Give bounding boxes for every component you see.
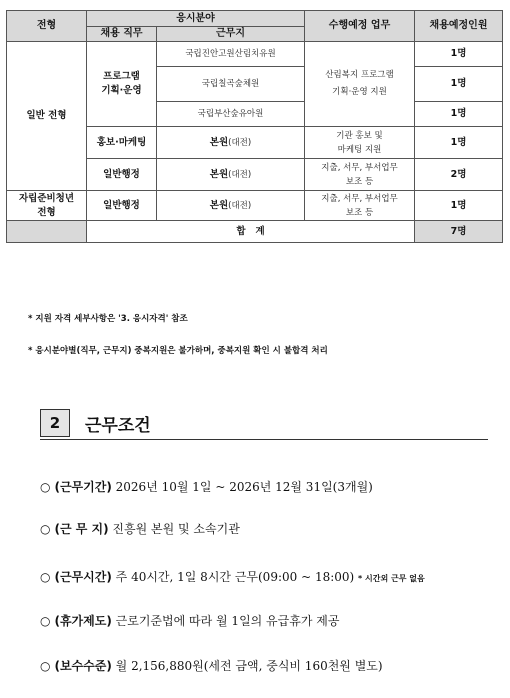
table-row bbox=[7, 191, 503, 221]
location-cell: 국립칠곡숲체원 bbox=[157, 67, 305, 102]
recruitment-table bbox=[6, 10, 503, 243]
condition-text: 주 40시간, 1일 8시간 근무(09:00 ~ 18:00) bbox=[115, 570, 355, 584]
location-cell: 국립부산숲유아원 bbox=[157, 102, 305, 127]
condition-text: 진흥원 본원 및 소속기관 bbox=[112, 522, 240, 536]
section-number: 2 bbox=[40, 409, 70, 437]
condition-leave bbox=[40, 612, 339, 629]
duties-cell: 지출, 서무, 부서업무 보조 등 bbox=[305, 159, 415, 191]
condition-extra: * 시간외 근무 없음 bbox=[358, 574, 425, 583]
note-qualification: * 지원 자격 세부사항은 '3. 응시자격' 참조 bbox=[28, 314, 188, 324]
circle-bullet-icon: ○ bbox=[40, 522, 51, 536]
job-cell: 일반행정 bbox=[87, 191, 157, 221]
location-cell: 국립진안고원산림치유원 bbox=[157, 42, 305, 67]
section-title: 근무조건 bbox=[85, 416, 151, 436]
header-field: 응시분야 bbox=[87, 11, 305, 27]
header-location: 근무지 bbox=[157, 27, 305, 42]
count-cell: 1명 bbox=[415, 102, 503, 127]
condition-text: 2026년 10월 1일 ~ 2026년 12월 31일(3개월) bbox=[115, 480, 373, 494]
location-cell: 본원(대전) bbox=[157, 191, 305, 221]
job-cell: 홍보·마케팅 bbox=[87, 127, 157, 159]
note-duplicate: * 응시분야별(직무, 근무지) 중복지원은 불가하며, 중복지원 확인 시 불합격 처리 bbox=[28, 346, 328, 356]
total-row bbox=[7, 221, 503, 243]
table-row bbox=[7, 42, 503, 67]
total-label: 합 계 bbox=[87, 221, 415, 243]
condition-pay bbox=[40, 657, 383, 674]
duties-cell: 지출, 서무, 부서업무 보조 등 bbox=[305, 191, 415, 221]
count-cell: 1명 bbox=[415, 67, 503, 102]
condition-period bbox=[40, 478, 373, 495]
circle-bullet-icon: ○ bbox=[40, 614, 51, 628]
condition-text: 월 2,156,880원(세전 금액, 중식비 160천원 별도) bbox=[115, 659, 383, 673]
condition-label: (근무기간) bbox=[54, 480, 112, 494]
duties-cell: 기관 홍보 및 마케팅 지원 bbox=[305, 127, 415, 159]
job-cell: 프로그램 기획·운영 bbox=[87, 42, 157, 127]
condition-label: (근무시간) bbox=[54, 570, 112, 584]
duties-cell: 산림복지 프로그램 기획·운영 지원 bbox=[305, 42, 415, 127]
header-job: 채용 직무 bbox=[87, 27, 157, 42]
condition-label: (근 무 지) bbox=[54, 522, 109, 536]
job-cell: 일반행정 bbox=[87, 159, 157, 191]
condition-text: 근로기준법에 따라 월 1일의 유급휴가 제공 bbox=[115, 614, 340, 628]
total-blank bbox=[7, 221, 87, 243]
count-cell: 1명 bbox=[415, 191, 503, 221]
location-cell: 본원(대전) bbox=[157, 159, 305, 191]
count-cell: 1명 bbox=[415, 42, 503, 67]
condition-hours bbox=[40, 568, 425, 585]
location-cell: 본원(대전) bbox=[157, 127, 305, 159]
circle-bullet-icon: ○ bbox=[40, 570, 51, 584]
count-cell: 2명 bbox=[415, 159, 503, 191]
circle-bullet-icon: ○ bbox=[40, 480, 51, 494]
header-type: 전형 bbox=[7, 11, 87, 42]
condition-label: (휴가제도) bbox=[54, 614, 112, 628]
total-count: 7명 bbox=[415, 221, 503, 243]
count-cell: 1명 bbox=[415, 127, 503, 159]
circle-bullet-icon: ○ bbox=[40, 659, 51, 673]
condition-workplace bbox=[40, 520, 240, 537]
type-cell: 일반 전형 bbox=[7, 42, 87, 191]
header-duties: 수행예정 업무 bbox=[305, 11, 415, 42]
type-cell: 자립준비청년 전형 bbox=[7, 191, 87, 221]
section-heading bbox=[40, 409, 488, 440]
header-headcount: 채용예정인원 bbox=[415, 11, 503, 42]
condition-label: (보수수준) bbox=[54, 659, 112, 673]
